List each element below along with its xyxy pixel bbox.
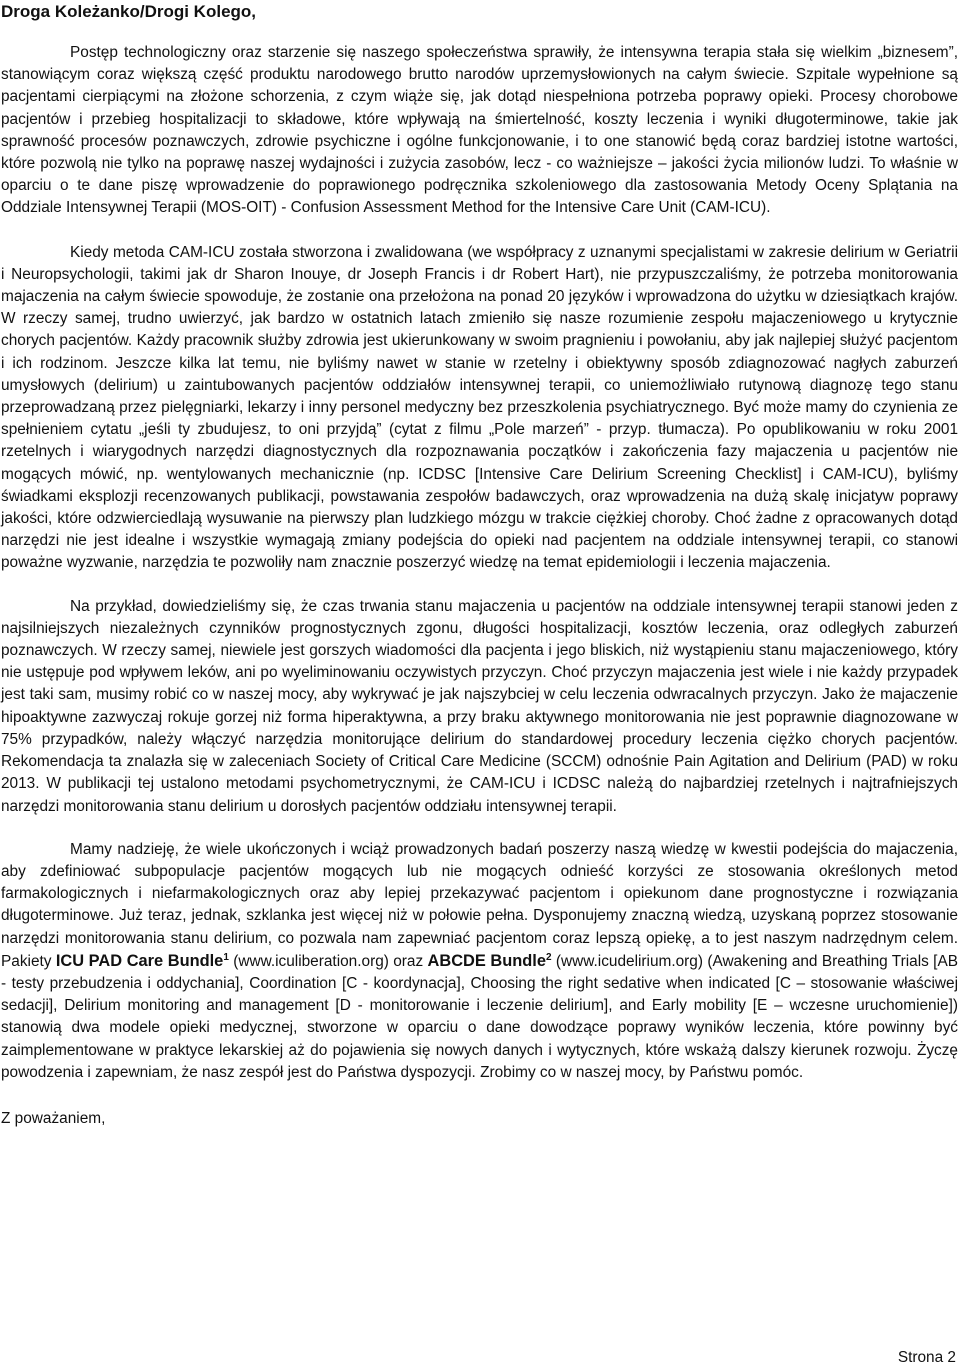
closing: Z poważaniem, [1,1109,106,1127]
paragraph-bundles-text-b: (www.iculiberation.org) oraz [228,952,428,970]
icu-pad-bundle-name: ICU PAD Care Bundle [55,951,224,970]
salutation: Droga Koleżanko/Drogi Kolego, [1,2,257,21]
paragraph-intro: Postęp technologiczny oraz starzenie się naszego społeczeństwa sprawiły, że intensywna terapia stała się wielkim „biznesem”, stanowiącym coraz większą część produktu narodowego brutto narodów uprzemysłowionych na całym świecie. Szpitale wypełnione są pacjentami cierpiącymi na złożone schorzenia, z czym wiąże się, jak dotąd niespełniona potrzeba poprawy opieki. Procesy chorobowe pacjentów i przebieg hospitalizacji to składowe, które wpływają na śmiertelność, koszty leczenia i wyniki długoterminowe, takie jak sprawność procesów poznawczych, zdrowie psychiczne i ogólne funkcjonowanie, i to one stanowić będą coraz bardziej istotne wartości, które pozwolą nie tylko na poprawę naszej wydajności i zużycia zasobów, lecz - co ważniejsze – jakości życia milionów ludzi. To właśnie w oparciu o te dane piszę wprowadzenie do poprawionego podręcznika szkoleniowego dla zastosowania Metody Oceny Splątania na Oddziale Intensywnej Terapii (MOS-OIT) - Confusion Assessment Method for the Intensive Care Unit (CAM-ICU). [1,44,958,217]
paragraph-cam-icu-history: Kiedy metoda CAM-ICU została stworzona i zwalidowana (we współpracy z uznanymi specjalistami w zakresie delirium w Geriatrii i Neuropsychologii, takimi jak dr Sharon Inouye, dr Joseph Francis i dr Robert Hart), nie przypuszczaliśmy, że potrzeba monitorowania majaczenia na całym świecie spowoduje, że zostanie ona przełożona na ponad 20 języków i wprowadzona do użytku w dziesiątkach krajów. W rzeczy samej, trudno uwierzyć, jak bardzo w ostatnich latach zmieniło się nasze rozumienie zespołu majaczeniowego u krytycznie chorych pacjentów. Każdy pracownik służby zdrowia jest ukierunkowany w swoim pragnieniu i powołaniu, aby jak najlepiej służyć pacjentom i ich rodzinom. Jeszcze kilka lat temu, nie byliśmy nawet w stanie w rzetelny i obiektywny sposób zdiagnozować nagłych zaburzeń umysłowych (delirium) u zaintubowanych pacjentów oddziałów intensywnej terapii, co uniemożliwiało rutynową diagnozę tego stanu przeprowadzaną przez pielęgniarki, lekarzy i inny personel medyczny bez przeszkolenia psychiatrycznego. Być może mamy do czynienia ze spełnieniem cytatu „jeśli ty zbudujesz, to oni przyjdą” (cytat z filmu „Pole marzeń” - przyp. tłumacza). Po opublikowaniu w roku 2001 rzetelnych i wiarygodnych narzędzi diagnostycznych dla rozpoznawania początków i zakończenia fazy majaczenia u pacjentów nie mogących mówić, np. wentylowanych mechanicznie (np. ICDSC [Intensive Care Delirium Screening Checklist] i CAM-ICU), byliśmy świadkami eksplozji recenzowanych publikacji, powstawania zespołów badawczych, oraz wprowadzenia na dużą skalę inicjatyw poprawy jakości, które odzwierciedlają wysuwanie na pierwszy plan ludzkiego mózgu w trakcie ciężkiej choroby. Choć żadne z opracowanych dotąd narzędzi nie jest idealne i wszystkie wymagają zmiany podejścia do opieki nad pacjentem na oddziale intensywnej terapii, co stanowi poważne wyzwanie, narzędzia te pozwoliły nam znacznie poszerzyć wiedzę na temat epidemiologii i leczenia majaczenia. [1,243,958,572]
footnote-1-marker: 1 [223,951,229,963]
page-number: Strona 2 [897,1349,956,1366]
paragraph-bundles-text-a: Mamy nadzieję, że wiele ukończonych i wciąż prowadzonych badań poszerzy naszą wiedzę w kwestii podejścia do majaczenia, aby zdefiniować subpopulacje pacjentów mogących lub nie mogących odnieść korzyści ze stosowania określonych metod farmakologicznych i niefarmakologicznych oraz aby lepiej przekazywać pacjentom i opiekunom dane prognostyczne i rozwiązania długoterminowe. Już teraz, jednak, szklanka jest więcej niż w połowie pełna. Dysponujemy znaczną wiedzą, uzyskaną poprzez stosowanie narzędzi monitorowania stanu delirium, co pozwala nam zapewniać pacjentom coraz lepszą opiekę, a to jest naszym nadrzędnym celem. Pakiety [1,840,958,970]
paragraph-bundles-text-c: (www.icudelirium.org) (Awakening and Breathing Trials [AB - testy przebudzenia i oddychania], Coordination [C - koordynacja], Choosing the right sedative when indicated [C – stosowanie właściwej sedacji], Delirium monitoring and management [D - monitorowanie i leczenie delirium], and Early mobility [E – wczesne uruchomienie]) stanowią dwa modele opieki medycznej, stworzone w oparciu o dane dowodzące poprawy wyników leczenia, które powinny być zaimplementowane w praktyce lekarskiej aż do pojawienia się nowych danych i wytycznych, które wskażą dalszy kierunek rozwoju. Życzę powodzenia i zapewniam, że nasz zespół jest do Państwa dyspozycji. Zrobimy co w naszej mocy, by Państwu pomóc. [1,952,958,1081]
abcde-bundle-name: ABCDE Bundle [427,951,546,970]
paragraph-bundles [1,839,958,1084]
paragraph-delirium-prognosis: Na przykład, dowiedzieliśmy się, że czas trwania stanu majaczenia u pacjentów na oddziale intensywnej terapii stanowi jeden z najsilniejszych niezależnych czynników prognostycznych zgonu, długości hospitalizacji, kosztów leczenia, oraz odległych zaburzeń poznawczych. W rzeczy samej, niewiele jest gorszych wiadomości dla pacjenta i jego bliskich, niż wystąpieniu stanu majaczeniowego, który nie ustępuje pod wpływem leków, ani po wyeliminowaniu oczywistych przyczyn. Choć przyczyn majaczenia jest wiele i nie każdy przypadek jest taki sam, musimy robić co w naszej mocy, aby wykrywać je jak najszybciej w celu leczenia odwracalnych przyczyn. Jako że majaczenie hipoaktywne zazwyczaj rokuje gorzej niż forma hiperaktywna, a przy braku aktywnego monitorowania nie jest poprawnie diagnozowane w 75% przypadków, należy włączyć narzędzia monitorujące delirium do standardowej procedury leczenia ciężko chorych pacjentów. Rekomendacja ta znalazła się w zaleceniach Society of Critical Care Medicine (SCCM) odnośnie Pain Agitation and Delirium (PAD) w roku 2013. W publikacji tej ustalono metodami psychometrycznymi, że CAM-ICU i ICDSC należą do najbardziej rzetelnych i najtrafniejszych narzędzi monitorowania stanu delirium u dorosłych pacjentów oddziału intensywnej terapii. [1,597,958,815]
footnote-2-marker: 2 [545,951,552,963]
